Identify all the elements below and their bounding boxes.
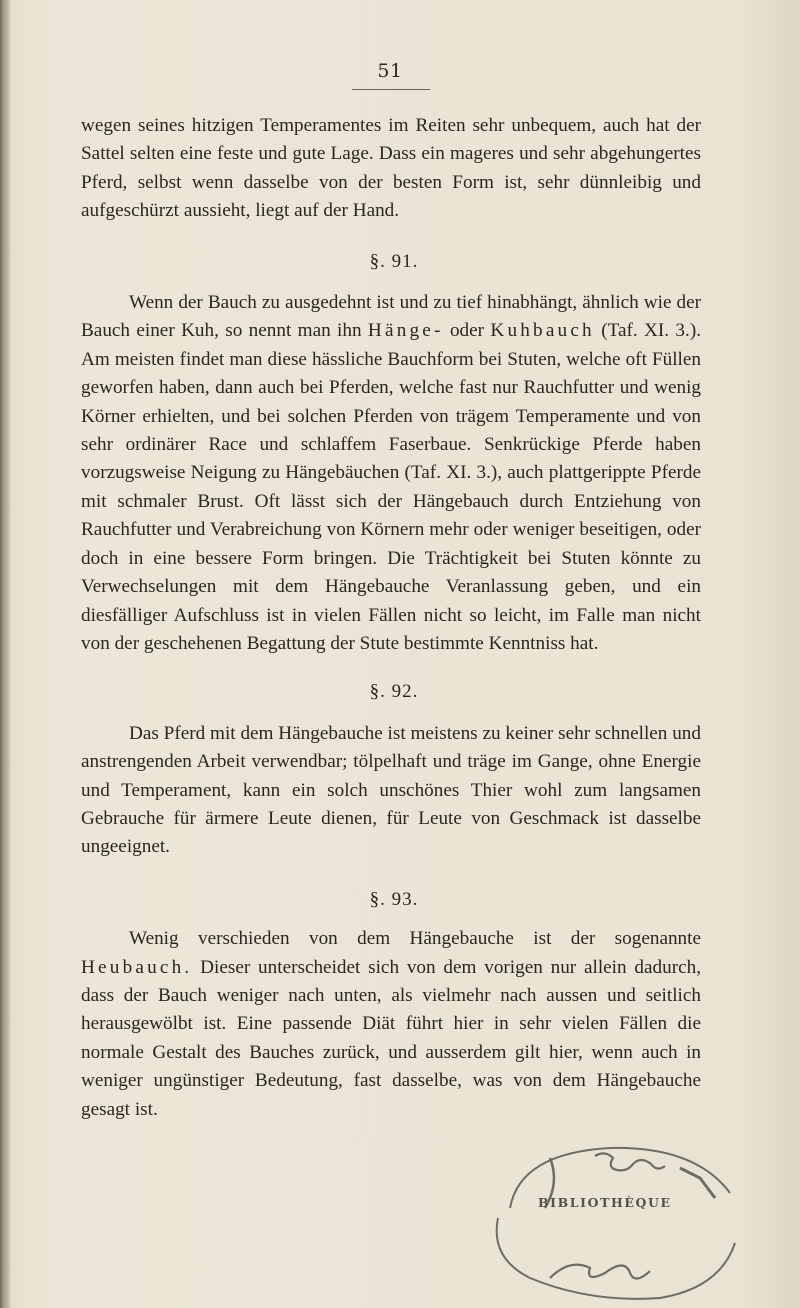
term-heubauch: Heubauch.: [81, 956, 193, 978]
paragraph-continuation: wegen seines hitzigen Temperamentes im Reiten sehr unbequem, auch hat der Sattel selten eine feste und gute Lage. Dass ein mageres und sehr abgehungertes Pferd, selbst wenn dasselbe von der besten Form ist, sehr dünnleibig und aufgeschürzt aussieht, liegt auf der Hand.: [81, 115, 701, 222]
paragraph-text: oder: [443, 320, 491, 342]
page-number-rule: [352, 89, 430, 90]
library-stamp-text: BIBLIOTHÈQUE: [538, 1195, 672, 1210]
section-heading-93: §. 93.: [369, 888, 419, 910]
page-number: 51: [377, 60, 403, 82]
paragraph-section-93: [81, 925, 701, 1124]
page-binding-edge: [0, 0, 10, 1308]
paragraph-section-92: Das Pferd mit dem Hängebauche ist meistens zu keiner sehr schnellen und anstrengenden Arbeit verwendbar; tölpelhaft und träge im Gange, ohne Energie und Temperament, kann ein solch unschönes Thier wohl zum langsamen Gebrauche für ärmere Leute dienen, für Leute von Geschmack ist dasselbe ungeeignet.: [81, 722, 701, 858]
library-stamp-icon: [480, 1138, 740, 1300]
paragraph-text: (Taf. XI. 3.). Am meisten findet man diese hässliche Bauchform bei Stuten, welche oft Füllen geworfen haben, dann auch bei Pferden, welche fast nur Rauchfutter und wenig Körner erhielten, und bei solchen Pferden von trägem Temperamente und von sehr ordinärer Race und schlaffem Faserbaue. Senkrückige Pferde haben vorzugsweise Neigung zu Hängebäuchen (Taf. XI. 3.), auch plattgerippte Pferde mit schmaler Brust. Oft lässt sich der Hängebauch durch Entziehung von Rauchfutter und Verabreichung von Körnern mehr oder weniger beseitigen, oder doch in eine bessere Form bringen. Die Trächtigkeit bei Stuten könnte zu Verwechselungen mit dem Hängebauche Veranlassung geben, und ein diesfälliger Aufschluss ist in vielen Fällen nicht so leicht, im Falle man nicht von der geschehenen Begattung der Stute bestimmte Kenntniss hat.: [81, 320, 702, 654]
paragraph-text: Dieser unterscheidet sich von dem vorigen nur allein dadurch, dass der Bauch weniger nach unten, als vielmehr nach aussen und seitlich herausgewölbt ist. Eine passende Diät führt hier in sehr vielen Fällen die normale Gestalt des Bauches zurück, und ausserdem gilt hier, wenn auch in weniger ungünstiger Bedeutung, fast dasselbe, was von dem Hängebauche gesagt ist.: [81, 956, 701, 1120]
paragraph-text: Wenn der Bauch zu ausgedehnt ist und zu tief hinabhängt, ähnlich wie der Bauch einer Kuh, so nennt man ihn: [81, 292, 701, 342]
paragraph-text: Wenig verschieden von dem Hängebauche ist der sogenannte: [129, 928, 701, 950]
section-heading-91: §. 91.: [369, 250, 419, 272]
term-haengebauch: Hänge-: [367, 320, 444, 342]
term-kuhbauch: Kuhbauch: [490, 320, 595, 342]
section-heading-92: §. 92.: [369, 681, 419, 703]
body-text: [81, 112, 701, 1124]
paragraph-section-91: [81, 289, 701, 658]
